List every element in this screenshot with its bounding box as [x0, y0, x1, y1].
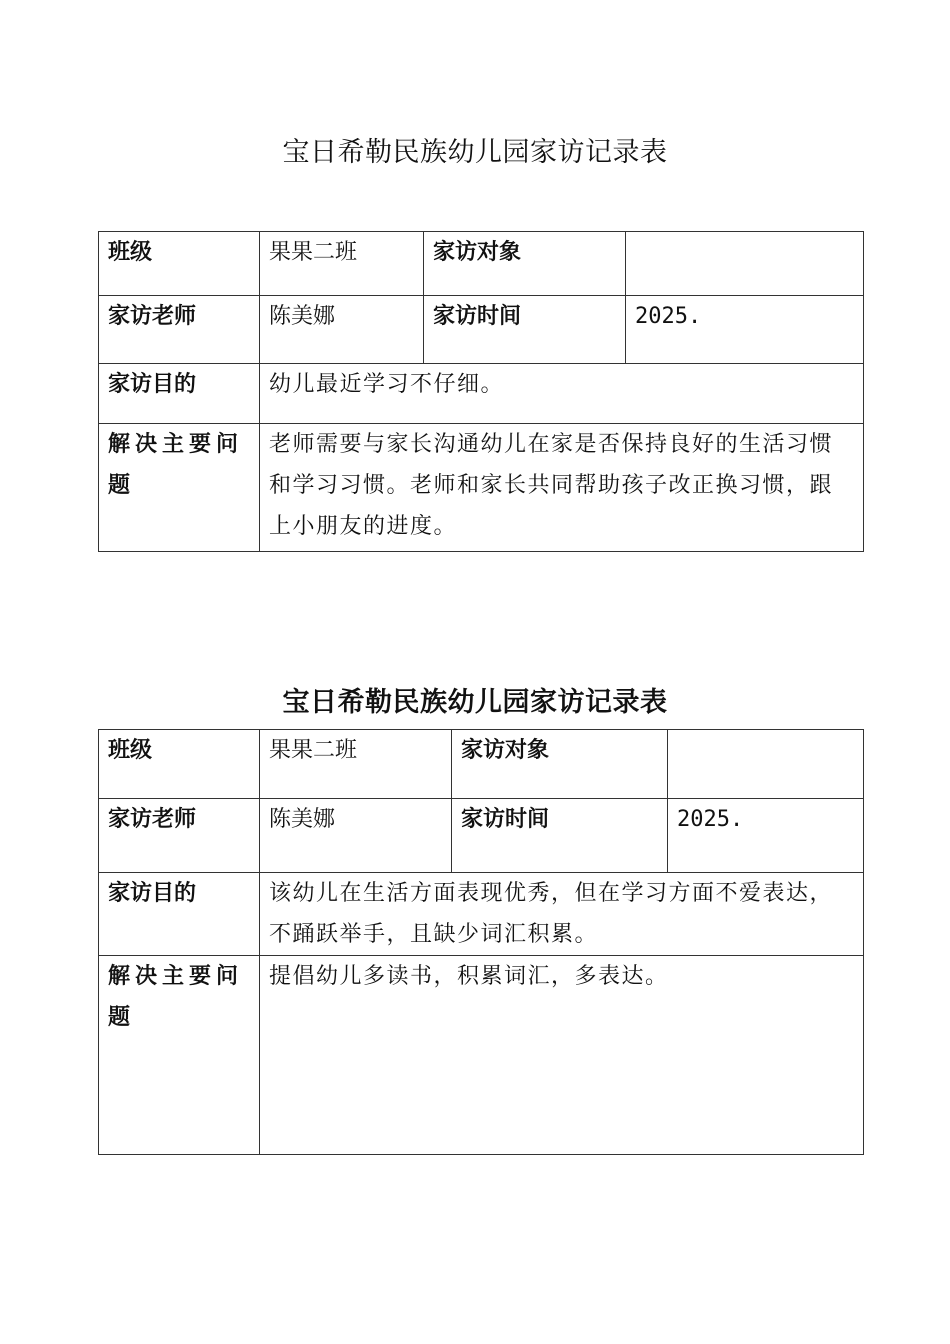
visit-record-table-1 — [98, 231, 864, 552]
main-problem-value: 提倡幼儿多读书，积累词汇，多表达。 — [260, 956, 864, 1155]
teacher-label: 家访老师 — [99, 799, 260, 873]
visit-target-value — [668, 730, 864, 799]
main-problem-label: 解决主要问题 — [99, 956, 260, 1155]
visit-target-value — [626, 232, 864, 296]
visit-purpose-value: 幼儿最近学习不仔细。 — [260, 364, 864, 424]
form-title-2: 宝日希勒民族幼儿园家访记录表 — [282, 687, 668, 718]
visit-record-table-2 — [98, 729, 864, 1155]
teacher-value: 陈美娜 — [260, 296, 424, 364]
teacher-label: 家访老师 — [99, 296, 260, 364]
main-problem-value: 老师需要与家长沟通幼儿在家是否保持良好的生活习惯和学习习惯。老师和家长共同帮助孩子改正换习惯，跟上小朋友的进度。 — [260, 424, 864, 552]
class-label: 班级 — [99, 730, 260, 799]
class-value: 果果二班 — [260, 232, 424, 296]
class-value: 果果二班 — [260, 730, 452, 799]
class-label: 班级 — [99, 232, 260, 296]
form-title-1: 宝日希勒民族幼儿园家访记录表 — [282, 137, 668, 168]
teacher-value: 陈美娜 — [260, 799, 452, 873]
visit-purpose-value: 该幼儿在生活方面表现优秀，但在学习方面不爱表达，不踊跃举手，且缺少词汇积累。 — [260, 873, 864, 956]
visit-target-label: 家访对象 — [424, 232, 626, 296]
visit-time-value: 2025. — [626, 296, 864, 364]
visit-time-label: 家访时间 — [424, 296, 626, 364]
visit-purpose-label: 家访目的 — [99, 364, 260, 424]
visit-time-value: 2025. — [668, 799, 864, 873]
main-problem-label: 解决主要问题 — [99, 424, 260, 552]
visit-target-label: 家访对象 — [452, 730, 668, 799]
visit-purpose-label: 家访目的 — [99, 873, 260, 956]
visit-time-label: 家访时间 — [452, 799, 668, 873]
